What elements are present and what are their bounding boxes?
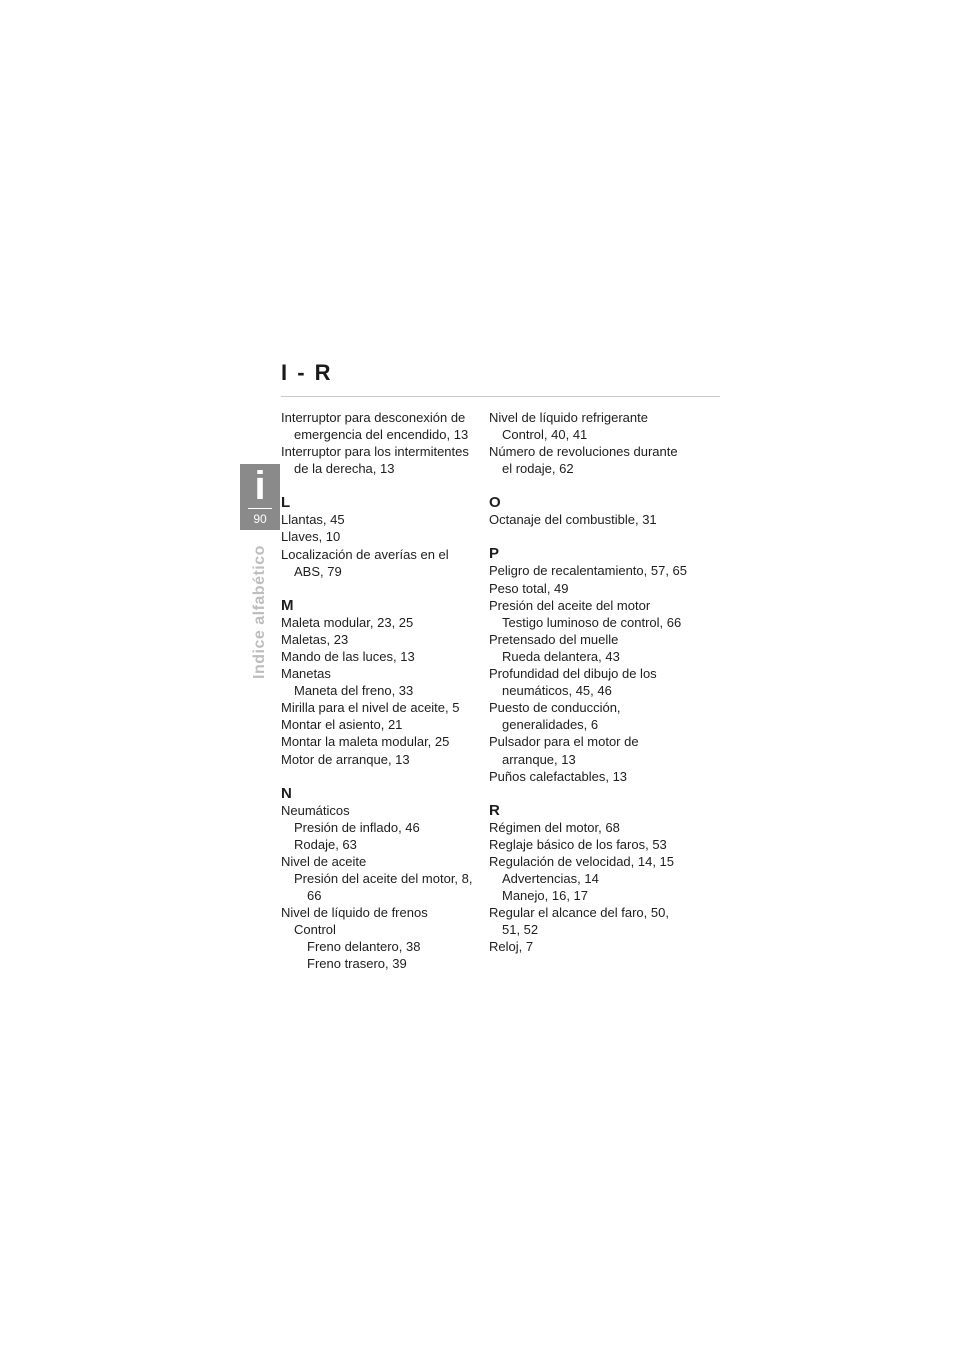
index-entry: Puños calefactables, 13 — [489, 768, 628, 784]
section-vertical-label: Indice alfabético — [251, 545, 268, 679]
index-section-letter: R — [489, 801, 500, 819]
index-entry: Manetas — [281, 666, 331, 682]
index-entry: Peso total, 49 — [489, 580, 569, 596]
index-entry: Testigo luminoso de control, 66 — [502, 614, 682, 630]
index-entry: Profundidad del dibujo de los neumáticos, 45, 46 — [489, 666, 657, 699]
index-entry: Maneta del freno, 33 — [294, 683, 414, 699]
index-entry: Regulación de velocidad, 14, 15 — [489, 853, 675, 869]
index-entry: Neumáticos — [281, 802, 350, 818]
index-entry: Pulsador para el motor de arranque, 13 — [489, 734, 639, 767]
index-entry: Regular el alcance del faro, 50, 51, 52 — [489, 905, 669, 938]
index-entry: Maletas, 23 — [281, 631, 349, 647]
index-entry: Peligro de recalentamiento, 57, 65 — [489, 563, 688, 579]
index-entry: Número de revoluciones durante el rodaje, 62 — [489, 444, 678, 477]
index-entry: Octanaje del combustible, 31 — [489, 512, 657, 528]
index-entry: Control, 40, 41 — [502, 427, 588, 443]
index-section-letter: O — [489, 494, 501, 512]
index-entry: Presión del aceite del motor, 8, 66 — [294, 870, 473, 904]
section-tab — [240, 464, 280, 530]
index-entry: Llaves, 10 — [281, 529, 341, 545]
index-entry: Puesto de conducción, generalidades, 6 — [489, 700, 621, 733]
index-entry: Nivel de líquido de frenos — [281, 905, 428, 921]
index-entry: Freno trasero, 39 — [307, 956, 407, 972]
index-entry: Localización de averías en el ABS, 79 — [281, 546, 449, 579]
index-entry: Maleta modular, 23, 25 — [281, 614, 414, 630]
index-section-letter: L — [281, 494, 291, 512]
index-entry: Reloj, 7 — [489, 939, 534, 955]
index-section-letter: N — [281, 784, 292, 802]
index-entry: Llantas, 45 — [281, 512, 345, 528]
page-title: I - R — [281, 360, 333, 385]
header-divider — [281, 396, 720, 397]
index-entry: Rodaje, 63 — [294, 836, 357, 852]
info-i-icon: i — [254, 464, 266, 508]
index-entry: Presión del aceite del motor — [489, 597, 651, 613]
index-entry: Reglaje básico de los faros, 53 — [489, 836, 667, 852]
index-column-left — [281, 409, 481, 973]
index-entry: Mando de las luces, 13 — [281, 648, 415, 664]
tab-divider — [248, 508, 272, 509]
index-entry: Advertencias, 14 — [502, 870, 599, 886]
index-entry: Nivel de líquido refrigerante — [489, 410, 648, 425]
index-entry: Motor de arranque, 13 — [281, 751, 410, 767]
index-entry: Montar la maleta modular, 25 — [281, 734, 450, 750]
index-entry: Manejo, 16, 17 — [502, 888, 589, 904]
index-column-right — [489, 409, 689, 955]
index-entry: Montar el asiento, 21 — [281, 717, 403, 733]
index-entry: Interruptor para los intermitentes de la derecha, 13 — [281, 444, 469, 477]
index-entry: Rueda delantera, 43 — [502, 648, 620, 664]
index-entry: Control — [294, 922, 336, 938]
index-section-letter: P — [489, 545, 500, 563]
index-entry: Freno delantero, 38 — [307, 939, 421, 955]
index-entry: Régimen del motor, 68 — [489, 819, 620, 835]
page-number: 90 — [253, 512, 267, 526]
index-entry: Interruptor para desconexión de emergencia del encendido, 13 — [281, 410, 469, 443]
index-entry: Pretensado del muelle — [489, 631, 619, 647]
index-entry: Presión de inflado, 46 — [294, 819, 420, 835]
index-entry: Nivel de aceite — [281, 853, 367, 869]
index-entry: Mirilla para el nivel de aceite, 5 — [281, 700, 460, 716]
index-section-letter: M — [281, 596, 294, 614]
